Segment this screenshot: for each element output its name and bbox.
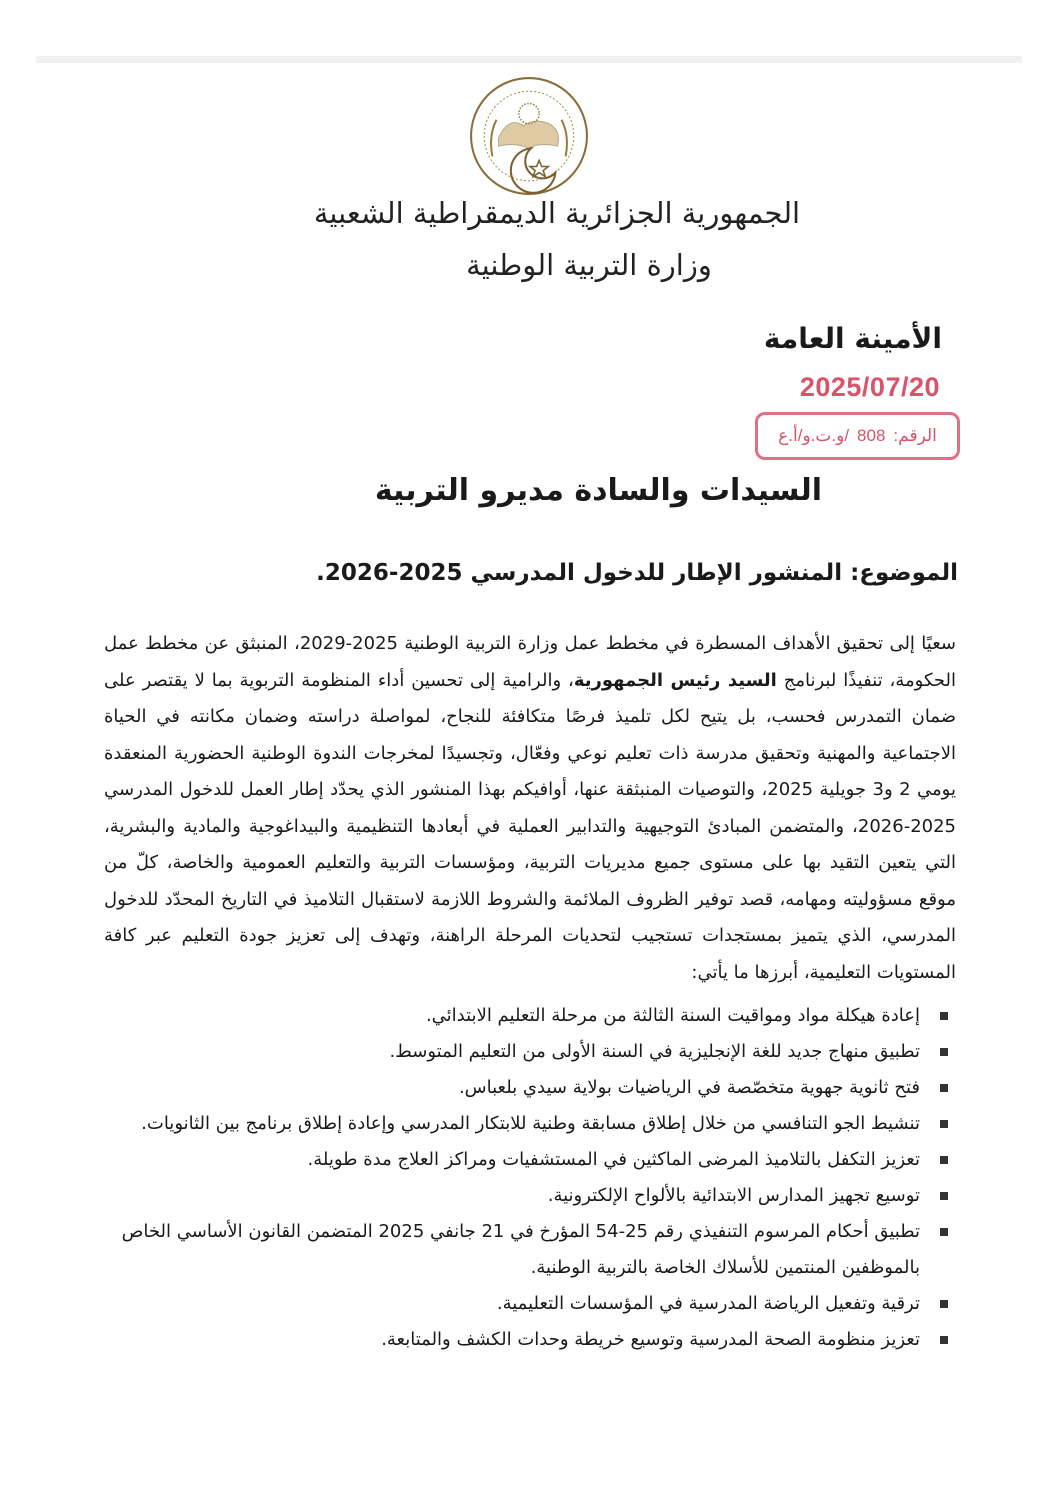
square-bullet-icon bbox=[940, 1120, 948, 1128]
body-text-part1: سعيًا إلى تحقيق الأهداف المسطرة في مخطط عمل وزارة التربية الوطنية 2025-2029، المنبثق عن مخطط عمل الحكومة، تنفيذًا لبرنامج bbox=[104, 633, 956, 691]
square-bullet-icon bbox=[940, 1300, 948, 1308]
reference-stamp bbox=[755, 412, 960, 460]
page-top-divider bbox=[36, 56, 1022, 63]
square-bullet-icon bbox=[940, 1156, 948, 1164]
list-item bbox=[80, 998, 958, 1034]
ministry-title: وزارة التربية الوطنية bbox=[466, 248, 712, 282]
list-item-text: تنشيط الجو التنافسي من خلال إطلاق مسابقة وطنية للابتكار المدرسي وإعادة إطلاق برنامج بين الثانويات. bbox=[141, 1113, 920, 1134]
list-item bbox=[80, 1106, 958, 1142]
body-paragraph bbox=[104, 626, 956, 991]
reference-label: الرقم: bbox=[893, 426, 937, 445]
list-item-text: تطبيق أحكام المرسوم التنفيذي رقم 25-54 المؤرخ في 21 جانفي 2025 المتضمن القانون الأساسي الخاص بالموظفين المنتمين للأسلاك الخاصة بالتربية الوطنية. bbox=[121, 1221, 920, 1278]
square-bullet-icon bbox=[940, 1048, 948, 1056]
list-item bbox=[80, 1070, 958, 1106]
list-item bbox=[80, 1214, 958, 1286]
list-item-text: ترقية وتفعيل الرياضة المدرسية في المؤسسات التعليمية. bbox=[496, 1293, 920, 1314]
republic-title: الجمهورية الجزائرية الديمقراطية الشعبية bbox=[313, 196, 801, 230]
list-item bbox=[80, 1034, 958, 1070]
list-item-text: تعزيز التكفل بالتلاميذ المرضى الماكثين في المستشفيات ومراكز العلاج مدة طويلة. bbox=[307, 1149, 920, 1170]
body-text-bold: السيد رئيس الجمهورية bbox=[573, 669, 777, 691]
recipient-heading: السيدات والسادة مديرو التربية bbox=[374, 473, 822, 508]
square-bullet-icon bbox=[940, 1192, 948, 1200]
list-item-text: فتح ثانوية جهوية متخصّصة في الرياضيات بولاية سيدي بلعباس. bbox=[458, 1077, 920, 1098]
list-item-text: تطبيق منهاج جديد للغة الإنجليزية في السنة الأولى من التعليم المتوسط. bbox=[389, 1041, 920, 1062]
sender-department: الأمينة العامة bbox=[763, 322, 942, 355]
list-item bbox=[80, 1178, 958, 1214]
list-item bbox=[80, 1286, 958, 1322]
list-item-text: توسيع تجهيز المدارس الابتدائية بالألواح الإلكترونية. bbox=[547, 1185, 920, 1206]
list-item-text: تعزيز منظومة الصحة المدرسية وتوسيع خريطة وحدات الكشف والمتابعة. bbox=[381, 1329, 920, 1350]
body-text-part2: ، والرامية إلى تحسين أداء المنظومة التربوية بما لا يقتصر على ضمان التمدرس فحسب، بل يتيح لكل تلميذ فرصًا متكافئة للنجاح، لمواصلة دراسته وضمان مكانته في الحياة الاجتماعية والمهنية وتحقيق مدرسة ذات تعليم نوعي وفعّال، وتجسيدًا لمخرجات الندوة الوطنية الحضورية المنعقدة يومي 2 و3 جويلية 2025، والتوصيات المنبثقة عنها، أوافيكم بهذا المنشور الذي يحدّد إطار العمل للدخول المدرسي 2025-2026، والمتضمن المبادئ التوجيهية والتدابير العملية في أبعادها التنظيمية والبيداغوجية والمادية والبشرية، التي يتعين التقيد بها على مستوى جميع مديريات التربية، ومؤسسات التربية والتعليم العمومية والخاصة، كلّ من موقع مسؤوليته ومهامه، قصد توفير الظروف الملائمة والشروط اللازمة لاستقبال التلاميذ في التاريخ المحدّد للدخول المدرسي، الذي يتميز بمستجدات تستجيب لتحديات المرحلة الراهنة، وتهدف إلى تعزيز جودة التعليم عبر كافة المستويات التعليمية، أبرزها ما يأتي: bbox=[104, 669, 956, 983]
list-item-text: إعادة هيكلة مواد ومواقيت السنة الثالثة من مرحلة التعليم الابتدائي. bbox=[425, 1005, 920, 1026]
list-item bbox=[80, 1142, 958, 1178]
subject-line: الموضوع: المنشور الإطار للدخول المدرسي 2025-2026. bbox=[316, 560, 958, 586]
square-bullet-icon bbox=[940, 1012, 948, 1020]
measures-list bbox=[80, 998, 958, 1358]
square-bullet-icon bbox=[940, 1336, 948, 1344]
document-date: 2025/07/20 bbox=[799, 372, 940, 402]
reference-suffix: /و.ت.و/أ.ع bbox=[778, 426, 850, 445]
square-bullet-icon bbox=[940, 1228, 948, 1236]
square-bullet-icon bbox=[940, 1084, 948, 1092]
list-item bbox=[80, 1322, 958, 1358]
algeria-state-seal-icon bbox=[468, 75, 590, 197]
reference-number: 808 bbox=[857, 426, 886, 445]
